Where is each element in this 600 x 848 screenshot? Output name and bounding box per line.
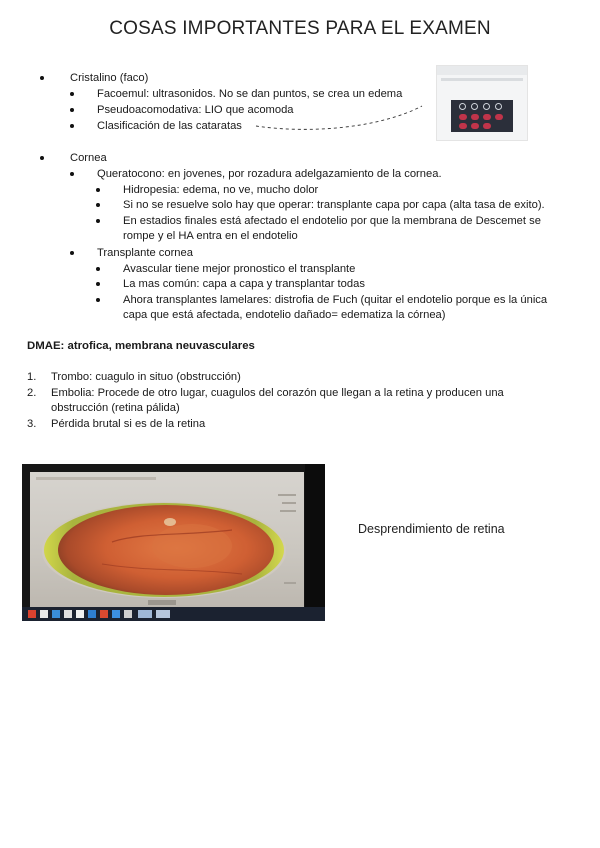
list-item: Ahora transplantes lamelares: distrofia de Fuch (quitar el endotelio porque es la única: [123, 294, 548, 306]
bullet: [96, 267, 100, 271]
list-number: 2.: [27, 387, 37, 399]
list-item: Transplante cornea: [97, 247, 193, 259]
bullet: [96, 282, 100, 286]
bullet: [96, 188, 100, 192]
bullet-cristalino: [40, 76, 44, 80]
list-item-continuation: capa que está afectada, endotelio dañado= edematiza la córnea): [123, 309, 446, 321]
bullet: [70, 108, 74, 112]
list-item: Pseudoacomodativa: LIO que acomoda: [97, 104, 294, 116]
retinal-detachment-photo: [22, 464, 325, 621]
list-item: Facoemul: ultrasonidos. No se dan puntos, se crea un edema: [97, 88, 403, 100]
list-item-continuation: rompe y el HA entra en el endotelio: [123, 230, 298, 242]
list-item: Clasificación de las cataratas: [97, 120, 242, 132]
bullet: [70, 92, 74, 96]
bullet: [96, 219, 100, 223]
list-number: 3.: [27, 418, 37, 430]
list-item: Trombo: cuagulo in situo (obstrucción): [51, 371, 241, 383]
list-item: Hidropesia: edema, no ve, mucho dolor: [123, 184, 319, 196]
section-label-cornea: Cornea: [70, 152, 107, 164]
list-item-continuation: obstrucción (retina pálida): [51, 402, 180, 414]
bullet: [96, 203, 100, 207]
bullet: [96, 298, 100, 302]
dmae-heading: DMAE: atrofica, membrana neuvasculares: [27, 340, 255, 352]
list-item: La mas común: capa a capa y transplantar todas: [123, 278, 365, 290]
list-item: Embolia: Procede de otro lugar, cuagulos del corazón que llegan a la retina y producen una: [51, 387, 504, 399]
photo-caption: Desprendimiento de retina: [358, 522, 505, 536]
bullet: [70, 251, 74, 255]
cataract-classification-thumbnail: [436, 65, 528, 141]
dashed-arrow-icon: [250, 100, 430, 140]
list-item: Pérdida brutal si es de la retina: [51, 418, 206, 430]
list-item: Avascular tiene mejor pronostico el transplante: [123, 263, 356, 275]
list-item: Queratocono: en jovenes, por rozadura adelgazamiento de la cornea.: [97, 168, 442, 180]
list-item: Si no se resuelve solo hay que operar: transplante capa por capa (alta tasa de exito).: [123, 199, 545, 211]
section-label-cristalino: Cristalino (faco): [70, 72, 149, 84]
bullet: [70, 172, 74, 176]
list-number: 1.: [27, 371, 37, 383]
list-item: En estadios finales está afectado el endotelio por que la membrana de Descemet se: [123, 215, 541, 227]
fundus-image: [42, 502, 286, 598]
bullet: [70, 124, 74, 128]
bullet-cornea: [40, 156, 44, 160]
page-title: COSAS IMPORTANTES PARA EL EXAMEN: [109, 18, 491, 39]
